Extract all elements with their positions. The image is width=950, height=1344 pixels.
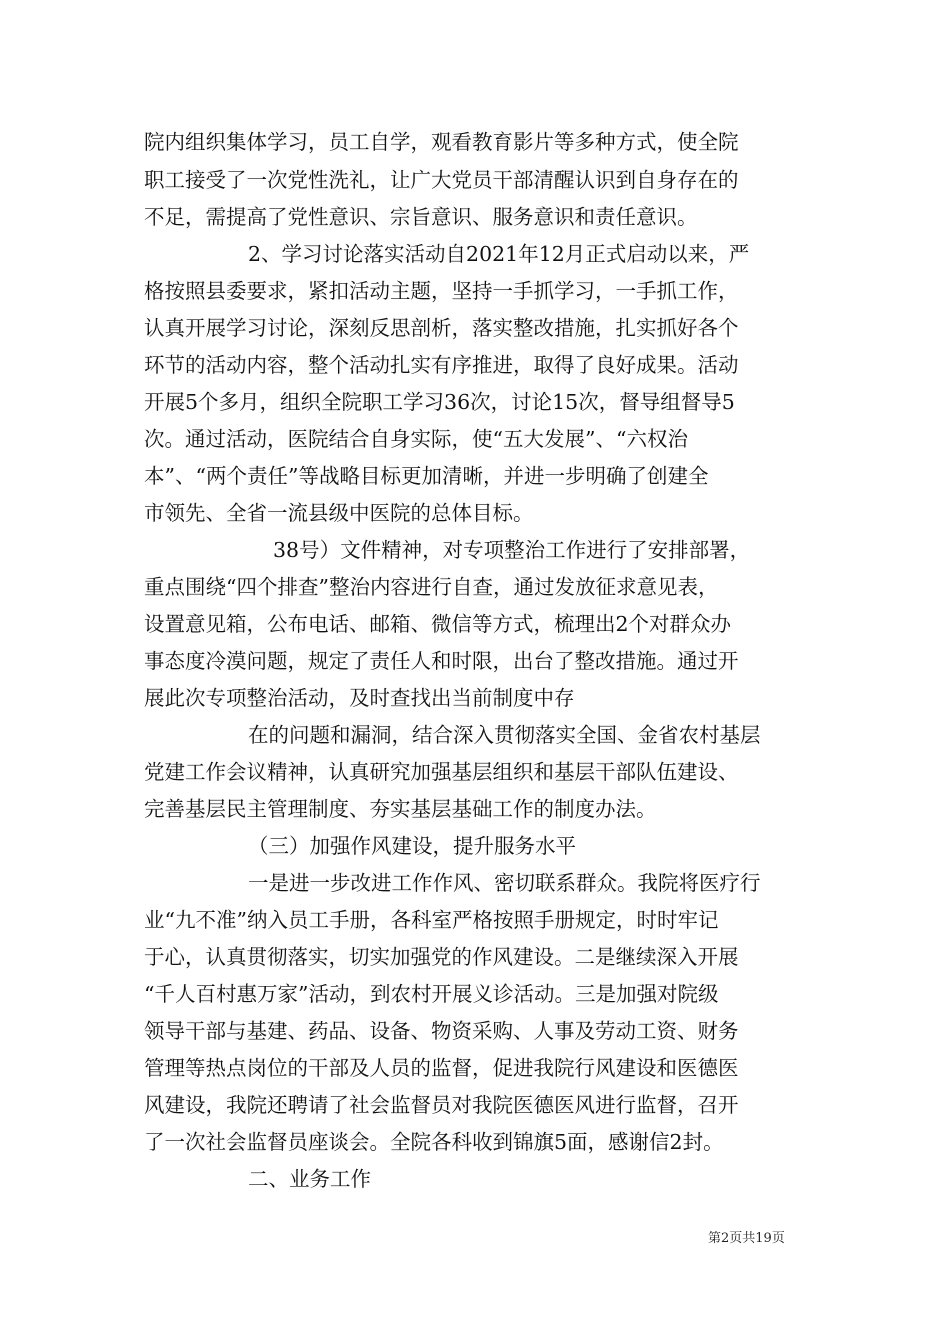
text-line: 重点围绕“四个排查”整治内容进行自查，通过发放征求意见表，: [144, 575, 719, 599]
text-line: 于心，认真贯彻落实，切实加强党的作风建设。二是继续深入开展: [144, 945, 739, 969]
text-line: 领导干部与基建、药品、设备、物资采购、人事及劳动工资、财务: [144, 1019, 739, 1043]
text-line: 一是进一步改进工作作风、密切联系群众。我院将医疗行: [248, 871, 761, 895]
page-number: 第2页共19页: [708, 1231, 785, 1246]
text-line: 完善基层民主管理制度、夯实基层基础工作的制度办法。: [144, 797, 657, 821]
text-line: 次。通过活动，医院结合自身实际，使“五大发展”、“六权治: [144, 427, 688, 451]
text-line: 职工接受了一次党性洗礼，让广大党员干部清醒认识到自身存在的: [144, 168, 739, 192]
text-line: 在的问题和漏洞，结合深入贯彻落实全国、金省农村基层: [248, 723, 761, 747]
text-line: 事态度冷漠问题，规定了责任人和时限，出台了整改措施。通过开: [144, 649, 739, 673]
text-line: 展此次专项整治活动，及时查找出当前制度中存: [144, 686, 575, 710]
text-line: “千人百村惠万家”活动，到农村开展义诊活动。三是加强对院级: [144, 982, 719, 1006]
text-line: 了一次社会监督员座谈会。全院各科收到锦旗5面，感谢信2封。: [144, 1130, 724, 1154]
text-line: 开展5个多月，组织全院职工学习36次，讨论15次，督导组督导5: [144, 390, 735, 414]
text-line: 本”、“两个责任”等战略目标更加清晰，并进一步明确了创建全: [144, 464, 709, 488]
text-line: 认真开展学习讨论，深刻反思剖析，落实整改措施，扎实抓好各个: [144, 316, 739, 340]
text-line: 不足，需提高了党性意识、宗旨意识、服务意识和责任意识。: [144, 205, 698, 229]
text-line: 环节的活动内容，整个活动扎实有序推进，取得了良好成果。活动: [144, 353, 739, 377]
text-line: 业“九不准”纳入员工手册，各科室严格按照手册规定，时时牢记: [144, 908, 719, 932]
text-line: 风建设，我院还聘请了社会监督员对我院医德医风进行监督，召开: [144, 1093, 739, 1117]
text-line: 党建工作会议精神，认真研究加强基层组织和基层干部队伍建设、: [144, 760, 739, 784]
text-line: 市领先、全省一流县级中医院的总体目标。: [144, 501, 534, 525]
section-heading: （三）加强作风建设，提升服务水平: [248, 834, 576, 858]
text-line: 管理等热点岗位的干部及人员的监督，促进我院行风建设和医德医: [144, 1056, 739, 1080]
text-line: 设置意见箱，公布电话、邮箱、微信等方式，梳理出2个对群众办: [144, 612, 732, 636]
text-line: 2、学习讨论落实活动自2021年12月正式启动以来，严: [248, 242, 750, 266]
text-line: 格按照县委要求，紧扣活动主题，坚持一手抓学习，一手抓工作，: [144, 279, 739, 303]
text-line: 院内组织集体学习，员工自学，观看教育影片等多种方式，使全院: [144, 130, 739, 154]
section-heading: 二、业务工作: [248, 1167, 371, 1191]
text-line: 38号）文件精神，对专项整治工作进行了安排部署，: [273, 538, 751, 562]
